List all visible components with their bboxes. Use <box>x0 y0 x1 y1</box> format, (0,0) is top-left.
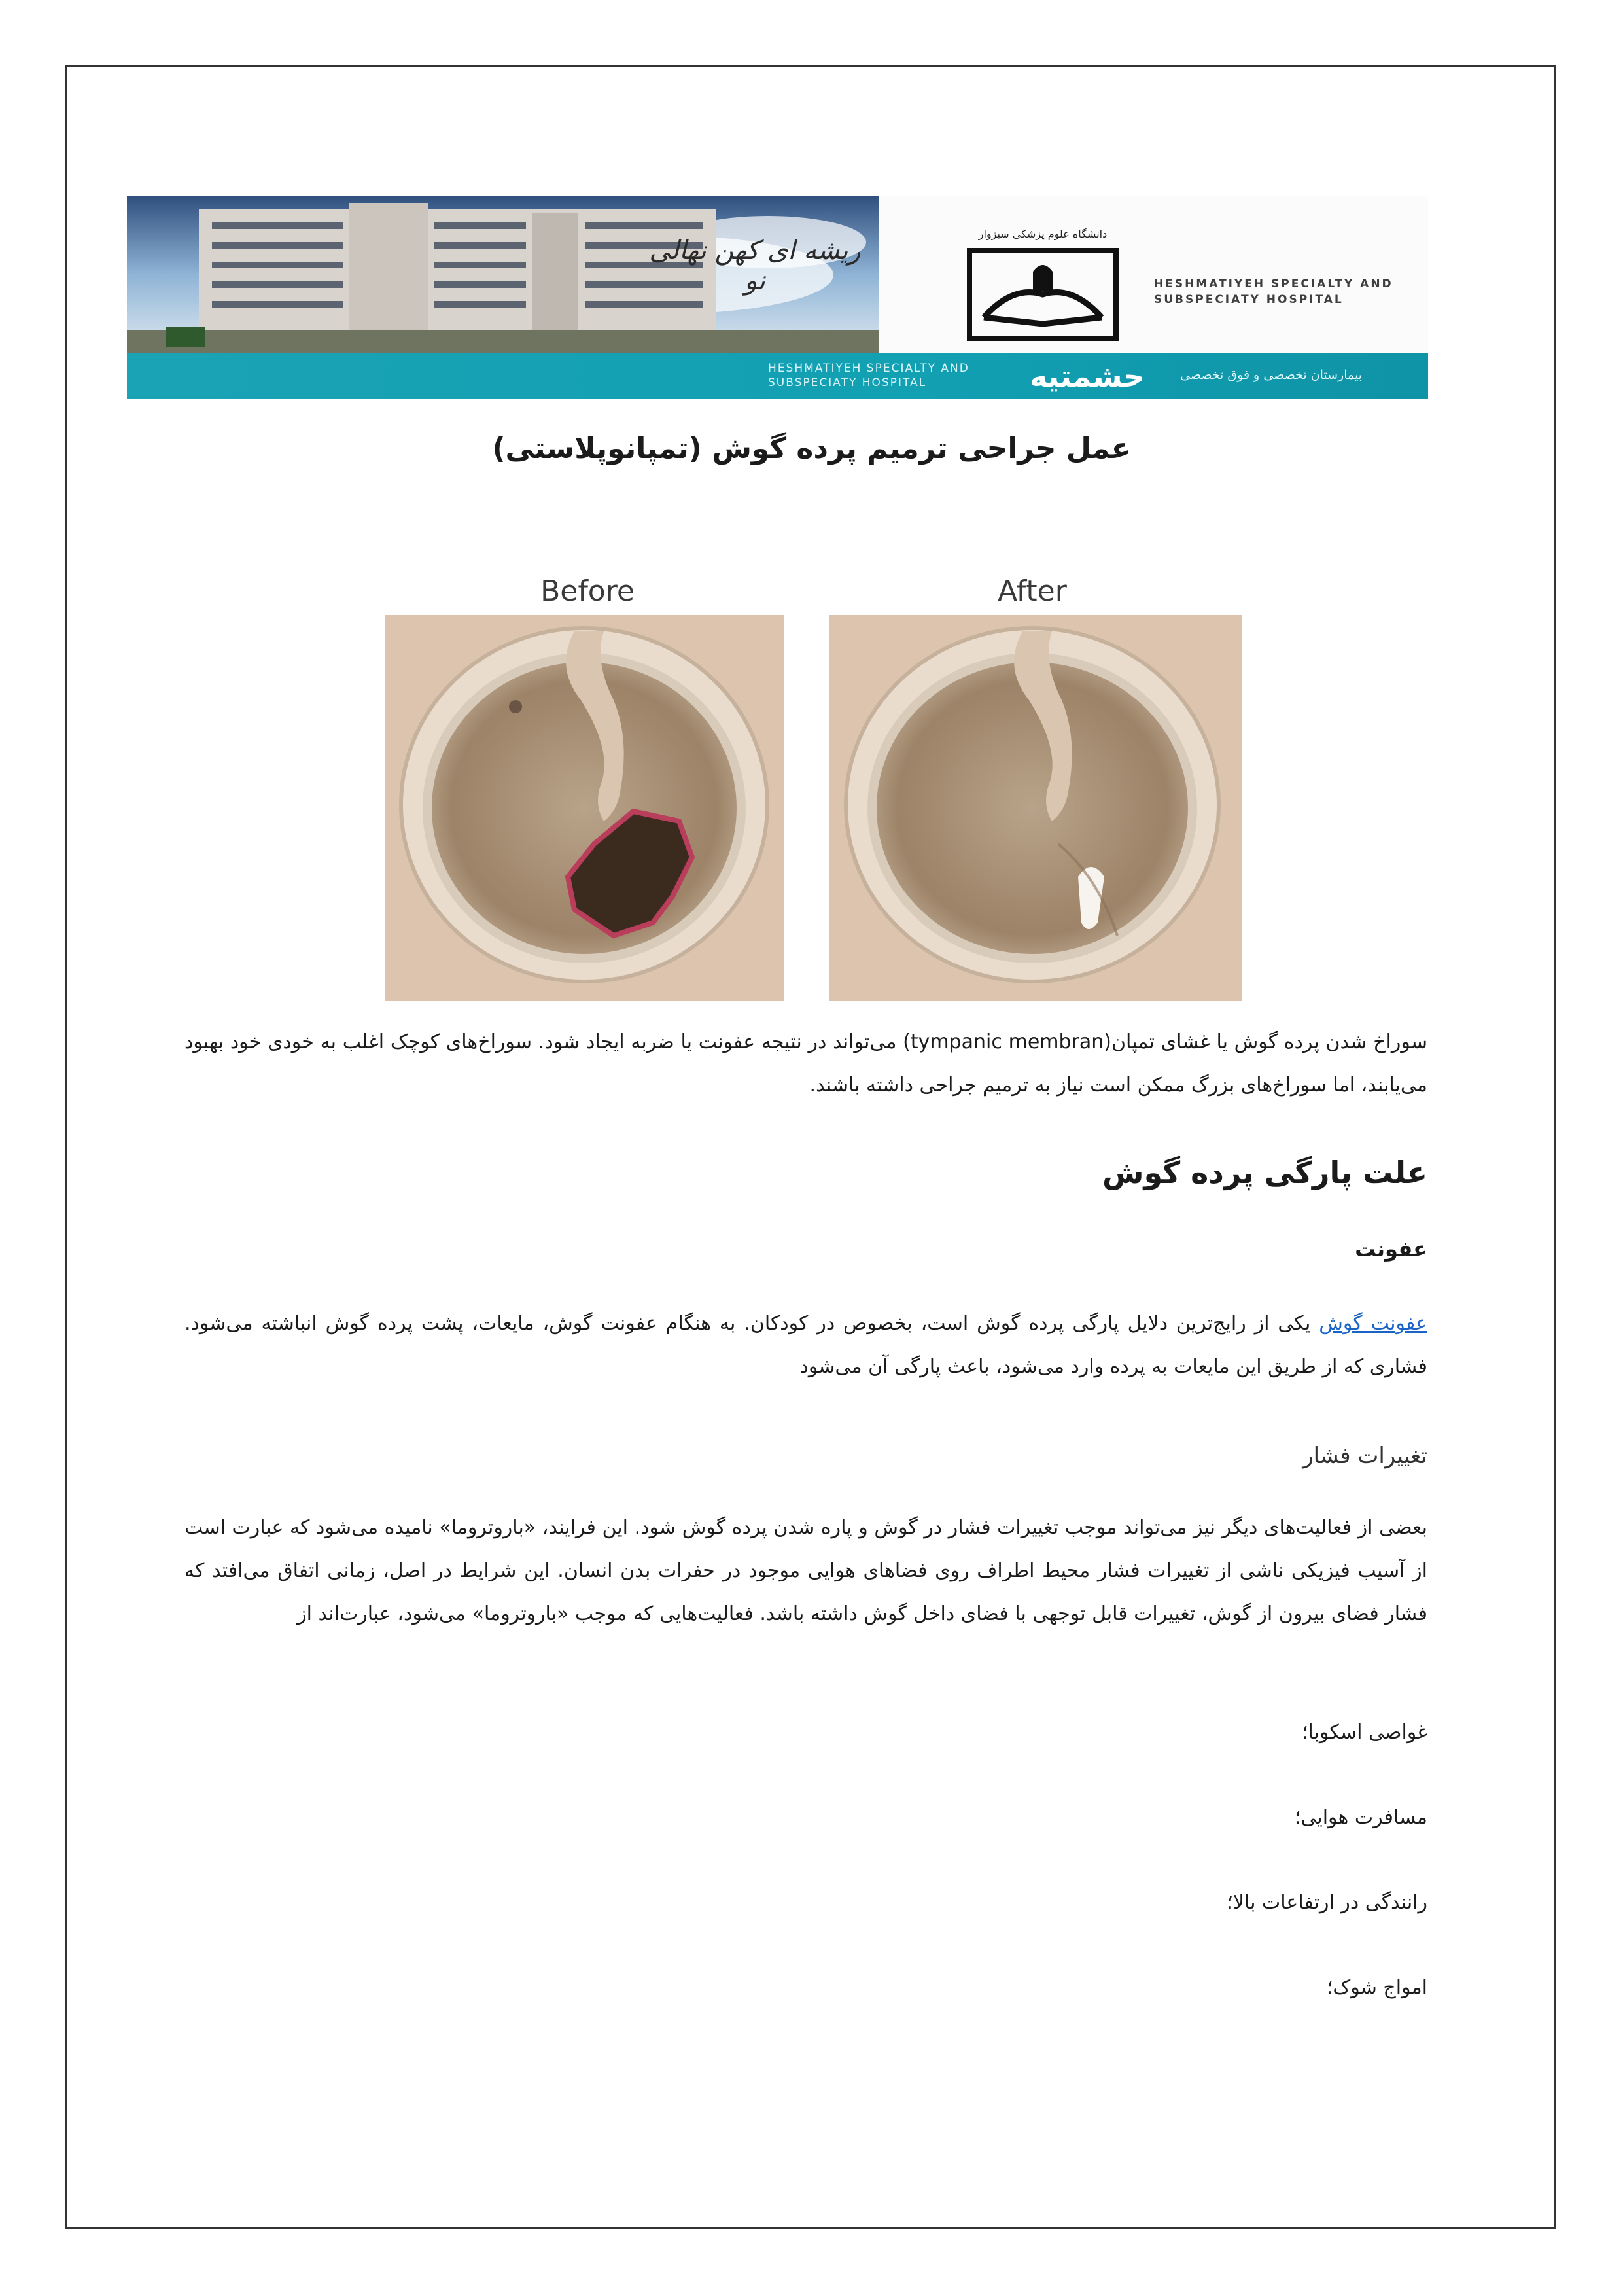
strip-subtitle: بیمارستان تخصصی و فوق تخصصی <box>1180 368 1363 382</box>
pressure-heading: تغییرات فشار <box>1302 1443 1427 1469</box>
before-panel <box>385 615 784 1001</box>
section-heading: علت پارگی پرده گوش <box>1102 1155 1427 1190</box>
intro-term: tympanic membran <box>910 1031 1104 1053</box>
university-name: دانشگاه علوم پزشکی سبزوار <box>978 228 1108 240</box>
intro-text-2: ) می‌تواند در نتیجه عفونت یا ضربه ایجاد شود. سوراخ‌های کوچک اغلب به خودی خود بهبود می‌یابند، اما سوراخ‌های بزرگ ممکن است نیاز به ترمیم جراحی داشته باشند. <box>184 1031 1427 1097</box>
intro-paragraph <box>184 1021 1427 1107</box>
ear-infection-link[interactable]: عفونت گوش <box>1319 1312 1427 1335</box>
hospital-english-name: HESHMATIYEH SPECIALTY AND SUBSPECIATY HOSPITAL <box>1154 277 1393 306</box>
list-item: رانندگی در ارتفاعات بالا؛ <box>1227 1891 1427 1914</box>
pressure-paragraph: بعضی از فعالیت‌های دیگر نیز می‌تواند موجب تغییرات فشار در گوش و پاره شدن پرده گوش شود. این فرایند، «باروتروما» نامیده می‌شود که عبارت است از آسیب فیزیکی ناشی از تغییرات فشار محیط اطراف روی فضاهای هوایی موجود در حفرات بدن انسان. این شرایط در اصل، زمانی اتفاق می‌افتد که فشار فضای بیرون از گوش، تغییرات قابل توجهی با فضای داخل گوش داشته باشد. فعالیت‌هایی که موجب «باروتروما» می‌شود، عبارت‌اند از <box>184 1516 1427 1625</box>
intro-text-1: سوراخ شدن پرده گوش یا غشای تمپان( <box>1104 1031 1427 1053</box>
after-label: After <box>998 574 1067 608</box>
before-label: Before <box>540 574 635 608</box>
document-title: عمل جراحی ترمیم پرده گوش (تمپانوپلاستی) <box>492 432 1131 465</box>
hospital-banner <box>127 196 1428 399</box>
strip-english-name: HESHMATIYEH SPECIALTY AND SUBSPECIATY HOSPITAL <box>768 362 969 389</box>
eardrum-before-after-image <box>378 569 1248 1001</box>
after-panel <box>829 615 1242 1001</box>
infection-paragraph <box>184 1302 1427 1388</box>
slogan-calligraphy: ریشه ای کهن نهالی نو <box>649 236 861 296</box>
list-item: غواصی اسکوبا؛ <box>1301 1721 1427 1744</box>
strip-hospital-name: حشمتیه <box>1030 359 1145 394</box>
list-item: امواج شوک؛ <box>1326 1976 1427 1999</box>
university-logo <box>964 245 1121 344</box>
banner-strip <box>127 353 1428 399</box>
infection-heading: عفونت <box>1355 1237 1427 1262</box>
list-item: مسافرت هوایی؛ <box>1294 1806 1427 1829</box>
banner-logo-area <box>879 196 1428 353</box>
infection-text: یکی از رایج‌ترین دلایل پارگی پرده گوش است، بخصوص در کودکان. به هنگام عفونت گوش، مایعات، پشت پرده گوش انباشته می‌شود. فشاری که از طریق این مایعات به پرده وارد می‌شود، باعث پارگی آن می‌شود <box>184 1312 1427 1378</box>
